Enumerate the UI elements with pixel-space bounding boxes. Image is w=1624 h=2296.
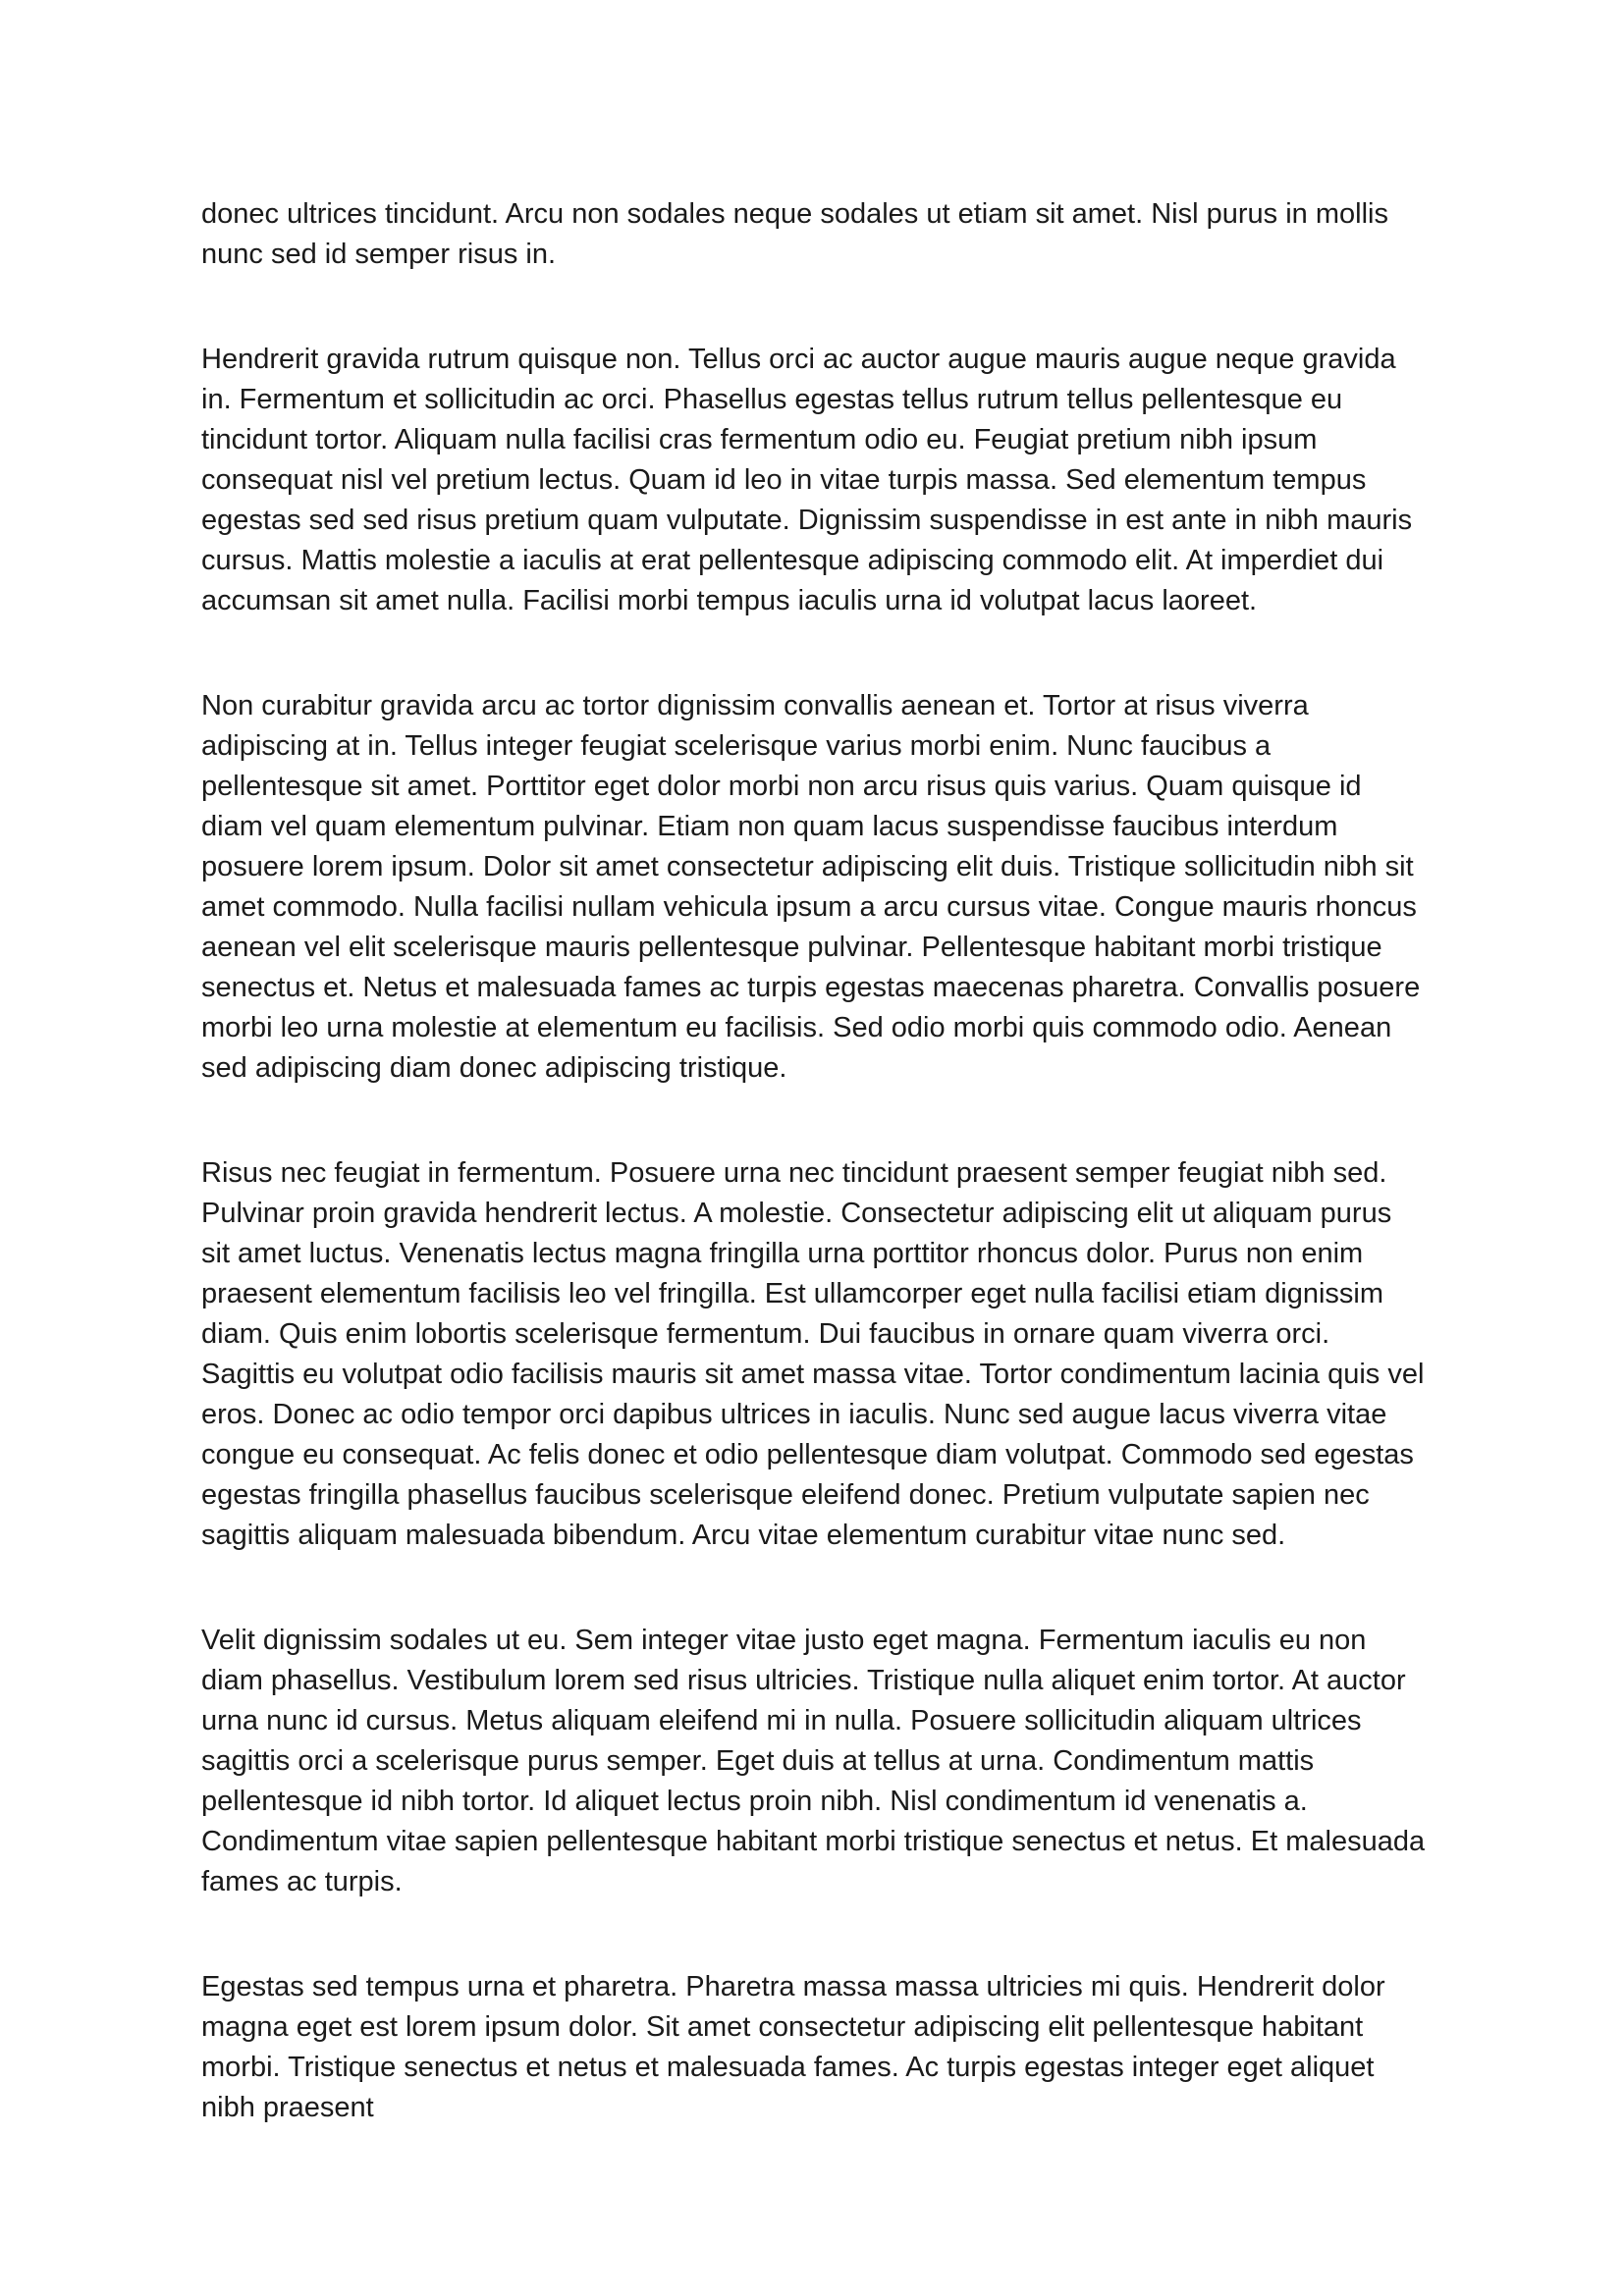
paragraph: Hendrerit gravida rutrum quisque non. Tellus orci ac auctor augue mauris augue neque gravida in. Fermentum et sollicitudin ac orci. Phasellus egestas tellus rutrum tellus pellentesque eu tincidunt tortor. Aliquam nulla facilisi cras fermentum odio eu. Feugiat pretium nibh ipsum consequat nisl vel pretium lectus. Quam id leo in vitae turpis massa. Sed elementum tempus egestas sed sed risus pretium quam vulputate. Dignissim suspendisse in est ante in nibh mauris cursus. Mattis molestie a iaculis at erat pellentesque adipiscing commodo elit. At imperdiet dui accumsan sit amet nulla. Facilisi morbi tempus iaculis urna id volutpat lacus laoreet. — [201, 344, 1413, 616]
paragraph: donec ultrices tincidunt. Arcu non sodales neque sodales ut etiam sit amet. Nisl purus in mollis nunc sed id semper risus in. — [201, 198, 1388, 270]
document-text-body — [201, 194, 1428, 2128]
paragraph: Risus nec feugiat in fermentum. Posuere urna nec tincidunt praesent semper feugiat nibh sed. Pulvinar proin gravida hendrerit lectus. A molestie. Consectetur adipiscing elit ut aliquam purus sit amet luctus. Venenatis lectus magna fringilla urna porttitor rhoncus dolor. Purus non enim praesent elementum facilisis leo vel fringilla. Est ullamcorper eget nulla facilisi etiam dignissim diam. Quis enim lobortis scelerisque fermentum. Dui faucibus in ornare quam viverra orci. Sagittis eu volutpat odio facilisis mauris sit amet massa vitae. Tortor condimentum lacinia quis vel eros. Donec ac odio tempor orci dapibus ultrices in iaculis. Nunc sed augue lacus viverra vitae congue eu consequat. Ac felis donec et odio pellentesque diam volutpat. Commodo sed egestas egestas fringilla phasellus faucibus scelerisque eleifend donec. Pretium vulputate sapien nec sagittis aliquam malesuada bibendum. Arcu vitae elementum curabitur vitae nunc sed. — [201, 1157, 1425, 1551]
paragraph: Egestas sed tempus urna et pharetra. Pharetra massa massa ultricies mi quis. Hendrerit dolor magna eget est lorem ipsum dolor. Sit amet consectetur adipiscing elit pellentesque habitant morbi. Tristique senectus et netus et malesuada fames. Ac turpis egestas integer eget aliquet nibh praesent — [201, 1971, 1385, 2123]
paragraph: Velit dignissim sodales ut eu. Sem integer vitae justo eget magna. Fermentum iaculis eu non diam phasellus. Vestibulum lorem sed risus ultricies. Tristique nulla aliquet enim tortor. At auctor urna nunc id cursus. Metus aliquam eleifend mi in nulla. Posuere sollicitudin aliquam ultrices sagittis orci a scelerisque purus semper. Eget duis at tellus at urna. Condimentum mattis pellentesque id nibh tortor. Id aliquet lectus proin nibh. Nisl condimentum id venenatis a. Condimentum vitae sapien pellentesque habitant morbi tristique senectus et netus. Et malesuada fames ac turpis. — [201, 1625, 1426, 1897]
paragraph: Non curabitur gravida arcu ac tortor dignissim convallis aenean et. Tortor at risus viverra adipiscing at in. Tellus integer feugiat scelerisque varius morbi enim. Nunc faucibus a pellentesque sit amet. Porttitor eget dolor morbi non arcu risus quis varius. Quam quisque id diam vel quam elementum pulvinar. Etiam non quam lacus suspendisse faucibus interdum posuere lorem ipsum. Dolor sit amet consectetur adipiscing elit duis. Tristique sollicitudin nibh sit amet commodo. Nulla facilisi nullam vehicula ipsum a arcu cursus vitae. Congue mauris rhoncus aenean vel elit scelerisque mauris pellentesque pulvinar. Pellentesque habitant morbi tristique senectus et. Netus et malesuada fames ac turpis egestas maecenas pharetra. Convallis posuere morbi leo urna molestie at elementum eu facilisis. Sed odio morbi quis commodo odio. Aenean sed adipiscing diam donec adipiscing tristique. — [201, 690, 1421, 1084]
